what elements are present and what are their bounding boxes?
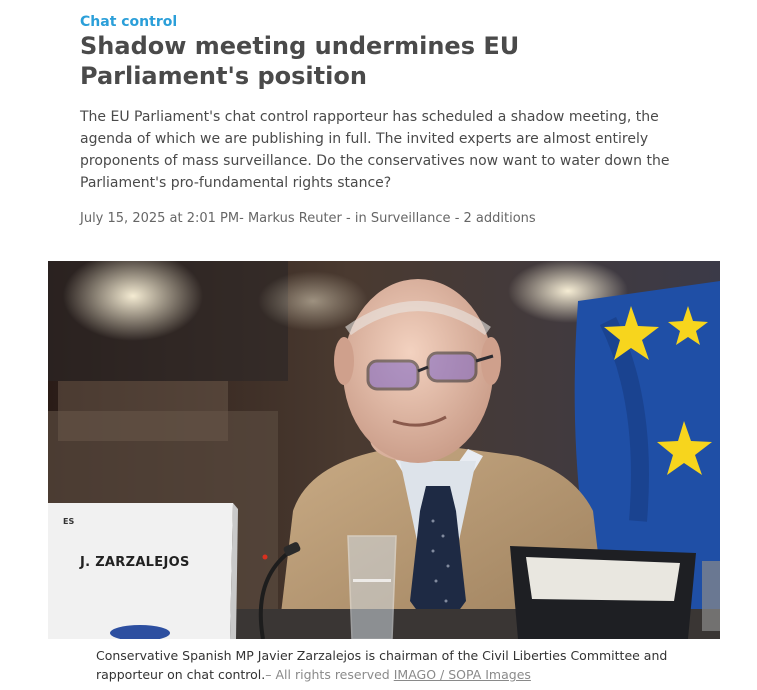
section-link[interactable]: Surveillance	[370, 211, 451, 226]
additions-link[interactable]: 2 additions	[463, 211, 536, 226]
article-date: July 15, 2025 at 2:01 PM	[80, 211, 240, 226]
monitor	[510, 546, 720, 639]
nameplate-country: ES	[63, 517, 75, 526]
nameplate	[48, 503, 238, 639]
article-lede: The EU Parliament's chat control rapporteur has scheduled a shadow meeting, the agenda of which we are publishing in full. The invited experts are almost entirely proponents of mass surveillance. Do the conservatives now want to water down the Parliament's pro-fundamental rights stance?	[80, 109, 670, 191]
image-caption	[96, 646, 696, 684]
article-title: Shadow meeting undermines EU Parliament's position	[80, 32, 520, 90]
author-link[interactable]: Markus Reuter	[247, 211, 342, 226]
rights-text: – All rights reserved	[265, 667, 394, 682]
article-category[interactable]: Chat control	[80, 14, 178, 30]
nameplate-name: J. ZARZALEJOS	[80, 555, 190, 570]
hero-image	[48, 261, 720, 639]
photo-credit-link[interactable]: IMAGO / SOPA Images	[393, 667, 531, 682]
article-meta: July 15, 2025 at 2:01 PM- Markus Reuter - in Surveillance - 2 additions	[80, 211, 536, 226]
water-glass	[348, 536, 396, 639]
caption-text: Conservative Spanish MP Javier Zarzalejos is chairman of the Civil Liberties Committee and rapporteur on chat control.	[96, 648, 668, 682]
